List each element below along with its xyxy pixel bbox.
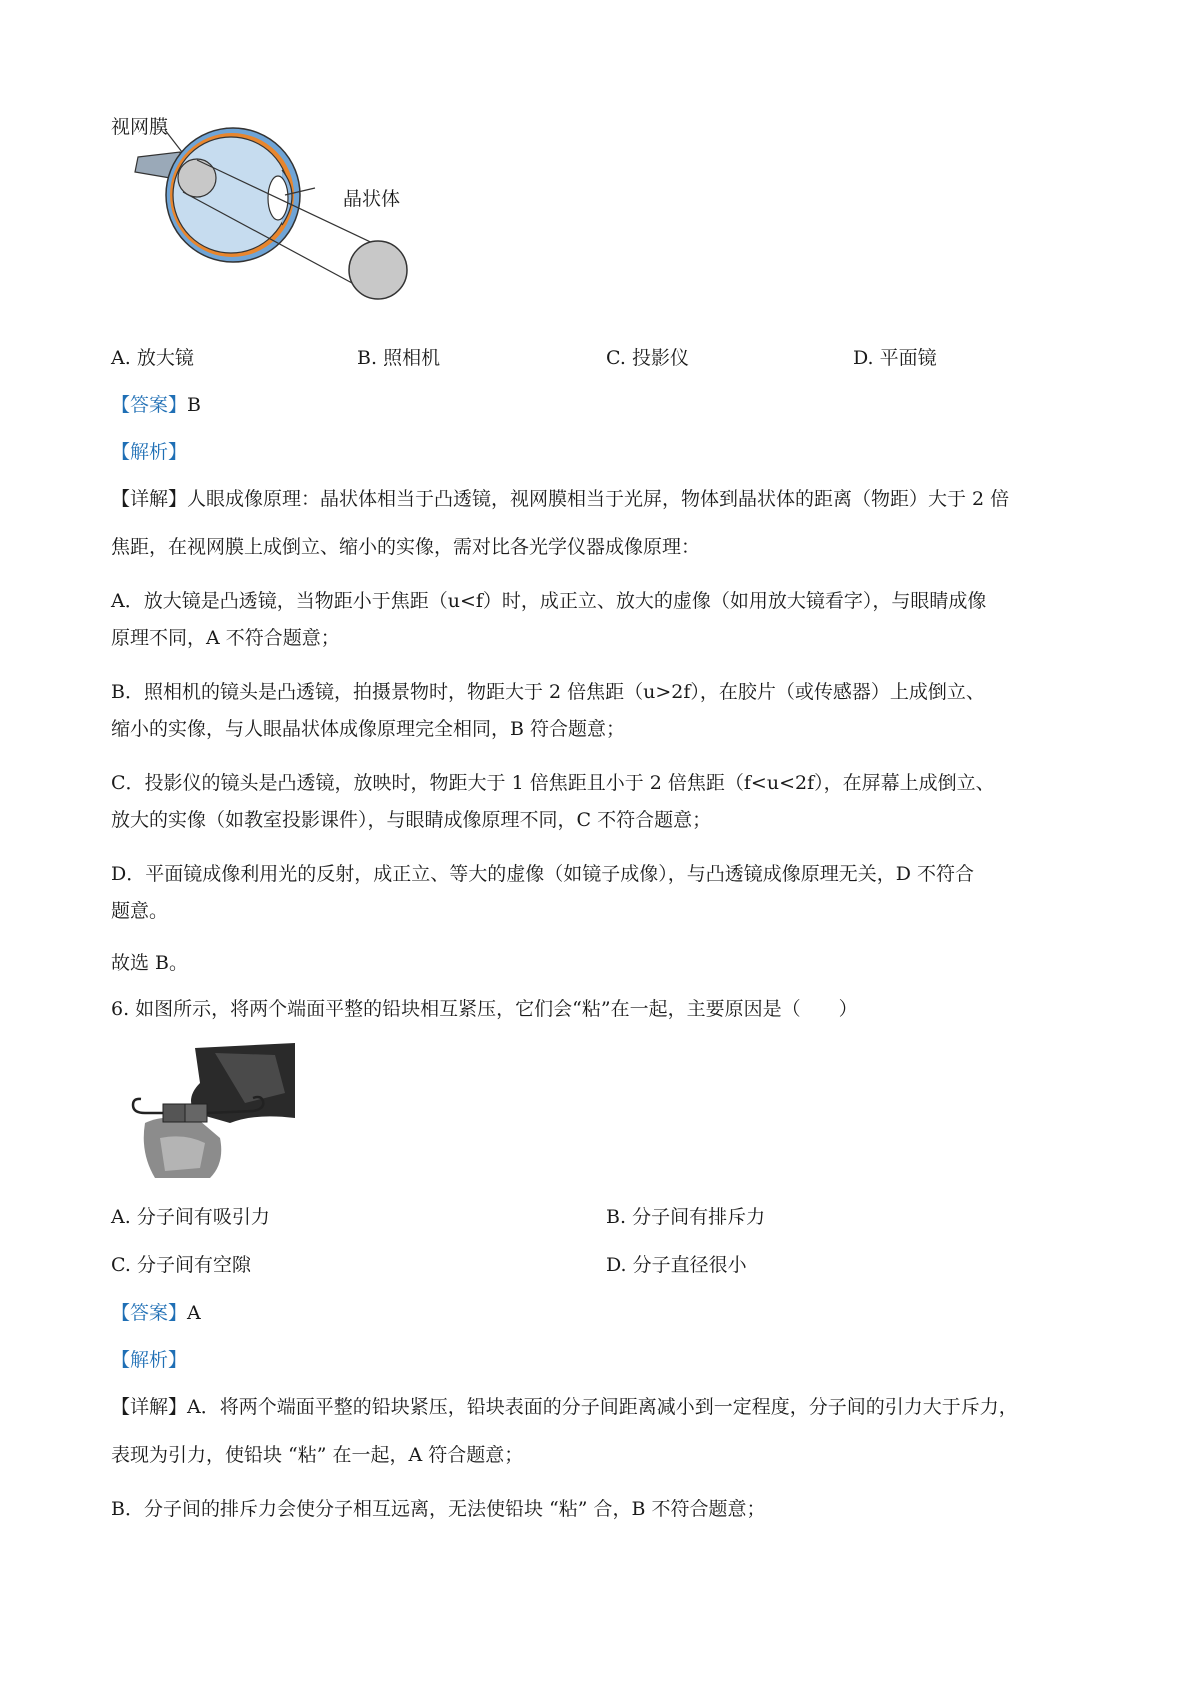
q5-analysis-tag: 【解析】 xyxy=(111,441,188,463)
eye-diagram-svg xyxy=(120,100,450,330)
detail-text: A．将两个端面平整的铅块紧压，铅块表面的分子间距离减小到一定程度，分子间的引力大于斥力， xyxy=(187,1396,1018,1418)
lead-block-left xyxy=(163,1104,185,1122)
option-letter: C. xyxy=(606,347,626,369)
option-letter: B. xyxy=(606,1206,627,1228)
q6-stem: 6. 如图所示，将两个端面平整的铅块相互紧压，它们会“粘”在一起，主要原因是（ ） xyxy=(111,998,858,1020)
object-circle xyxy=(349,241,407,299)
q6-detail-line-2: 表现为引力，使铅块 “粘” 在一起，A 符合题意； xyxy=(111,1444,524,1466)
q5-detail-line-4: 原理不同，A 不符合题意； xyxy=(111,627,340,649)
q5-conclusion: 故选 B。 xyxy=(111,952,189,974)
answer-tag: 【答案】 xyxy=(111,394,188,416)
q5-option-b[interactable] xyxy=(357,349,440,368)
detail-tag: 【详解】 xyxy=(111,1396,188,1418)
q5-detail-line-2: 焦距，在视网膜上成倒立、缩小的实像，需对比各光学仪器成像原理： xyxy=(111,536,701,558)
option-letter: C. xyxy=(111,1254,131,1276)
q6-answer xyxy=(111,1304,201,1323)
lead-block-right xyxy=(185,1104,207,1122)
eye-diagram xyxy=(120,100,450,330)
option-letter: A. xyxy=(111,347,131,369)
option-text: 平面镜 xyxy=(879,347,937,369)
q5-detail-line-5: B．照相机的镜头是凸透镜，拍摄景物时，物距大于 2 倍焦距（u>2f），在胶片（或传感器）上成倒立、 xyxy=(111,681,985,703)
option-text: 放大镜 xyxy=(136,347,194,369)
option-text: 分子间有排斥力 xyxy=(632,1206,766,1228)
q5-option-d[interactable] xyxy=(853,349,937,368)
q5-option-a[interactable] xyxy=(111,349,194,368)
q5-detail-line-10: 题意。 xyxy=(111,900,169,922)
detail-text: 人眼成像原理：晶状体相当于凸透镜，视网膜相当于光屏，物体到晶状体的距离（物距）大于 2 倍 xyxy=(187,488,1010,510)
q5-answer xyxy=(111,396,201,415)
q6-option-c[interactable] xyxy=(111,1256,251,1275)
q6-analysis-tag: 【解析】 xyxy=(111,1349,188,1371)
retina-image xyxy=(178,159,216,197)
option-letter: B. xyxy=(357,347,378,369)
option-letter: A. xyxy=(111,1206,131,1228)
lead-blocks-photo xyxy=(125,1043,295,1178)
q5-detail-line-8: 放大的实像（如教室投影课件），与眼睛成像原理不同，C 不符合题意； xyxy=(111,809,712,831)
q6-detail-line-1 xyxy=(111,1398,1101,1417)
option-letter: D. xyxy=(606,1254,627,1276)
q5-option-c[interactable] xyxy=(606,349,689,368)
option-text: 照相机 xyxy=(383,347,441,369)
option-text: 投影仪 xyxy=(631,347,689,369)
q5-detail-line-6: 缩小的实像，与人眼晶状体成像原理完全相同，B 符合题意； xyxy=(111,718,626,740)
answer-tag: 【答案】 xyxy=(111,1302,188,1324)
q6-option-a[interactable] xyxy=(111,1208,270,1227)
label-retina: 视网膜 xyxy=(111,116,169,138)
answer-value: A xyxy=(187,1302,201,1324)
option-text: 分子间有空隙 xyxy=(136,1254,251,1276)
option-letter: D. xyxy=(853,347,874,369)
lower-hand-shade xyxy=(160,1136,205,1171)
q5-detail-line-9: D．平面镜成像利用光的反射，成正立、等大的虚像（如镜子成像），与凸透镜成像原理无关，D 不符合 xyxy=(111,863,975,885)
q6-option-b[interactable] xyxy=(606,1208,765,1227)
q5-detail-line-3: A．放大镜是凸透镜，当物距小于焦距（u<f）时，成正立、放大的虚像（如用放大镜看字），与眼睛成像 xyxy=(111,590,987,612)
option-text: 分子间有吸引力 xyxy=(136,1206,270,1228)
q5-detail-line-7: C．投影仪的镜头是凸透镜，放映时，物距大于 1 倍焦距且小于 2 倍焦距（f<u<2f），在屏幕上成倒立、 xyxy=(111,772,995,794)
q6-option-d[interactable] xyxy=(606,1256,747,1275)
option-text: 分子直径很小 xyxy=(632,1254,747,1276)
detail-tag: 【详解】 xyxy=(111,488,188,510)
label-lens: 晶状体 xyxy=(343,188,401,210)
answer-value: B xyxy=(187,394,201,416)
lead-blocks-photo-svg xyxy=(125,1043,295,1178)
q5-detail-line-1 xyxy=(111,490,1101,509)
q6-detail-line-3: B．分子间的排斥力会使分子相互远离，无法使铅块 “粘” 合，B 不符合题意； xyxy=(111,1498,766,1520)
